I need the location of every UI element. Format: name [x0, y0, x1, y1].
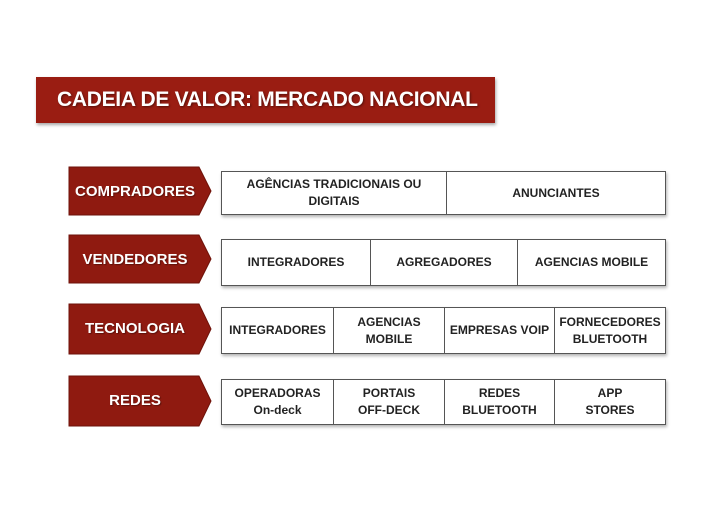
row-cells-redes: [221, 379, 666, 425]
cell-app-stores: APP STORES: [585, 386, 635, 417]
cell-integradores: INTEGRADORES: [222, 308, 334, 353]
row-label-text: TECNOLOGIA: [85, 319, 185, 337]
row-cells-tecnologia: [221, 307, 666, 354]
cell-agencias-mobile: AGENCIAS MOBILE: [534, 255, 649, 269]
row-label-text: REDES: [109, 391, 161, 409]
cell-anunciantes: ANUNCIANTES: [512, 185, 600, 200]
row-label-tecnologia: [69, 304, 211, 352]
row-cells-vendedores: [221, 239, 666, 286]
row-cells-compradores: [221, 171, 666, 215]
row-label-text: VENDEDORES: [82, 250, 188, 268]
cell-integradores: INTEGRADORES: [222, 240, 371, 285]
cell-agregadores: AGREGADORES: [371, 240, 518, 285]
cell-redes-bluetooth: REDES BLUETOOTH: [445, 380, 555, 424]
row-label-redes: [69, 376, 211, 424]
title-banner: [36, 77, 495, 123]
cell-empresas-voip: EMPRESAS VOIP: [445, 308, 555, 353]
cell-portais: PORTAIS OFF-DECK: [334, 380, 445, 424]
cell-agencias-tradicionais: AGÊNCIAS TRADICIONAIS OU DIGITAIS: [222, 172, 447, 214]
row-label-vendedores: [69, 235, 211, 283]
row-label-compradores: [69, 167, 211, 215]
row-label-text: COMPRADORES: [74, 182, 195, 200]
cell-agencias-mobile: AGENCIAS MOBILE: [334, 308, 445, 353]
cell-fornecedores-bluetooth: FORNECEDORES BLUETOOTH: [559, 314, 661, 346]
cell-operadoras: OPERADORAS On-deck: [222, 380, 334, 424]
page-title: CADEIA DE VALOR: MERCADO NACIONAL: [57, 88, 478, 111]
